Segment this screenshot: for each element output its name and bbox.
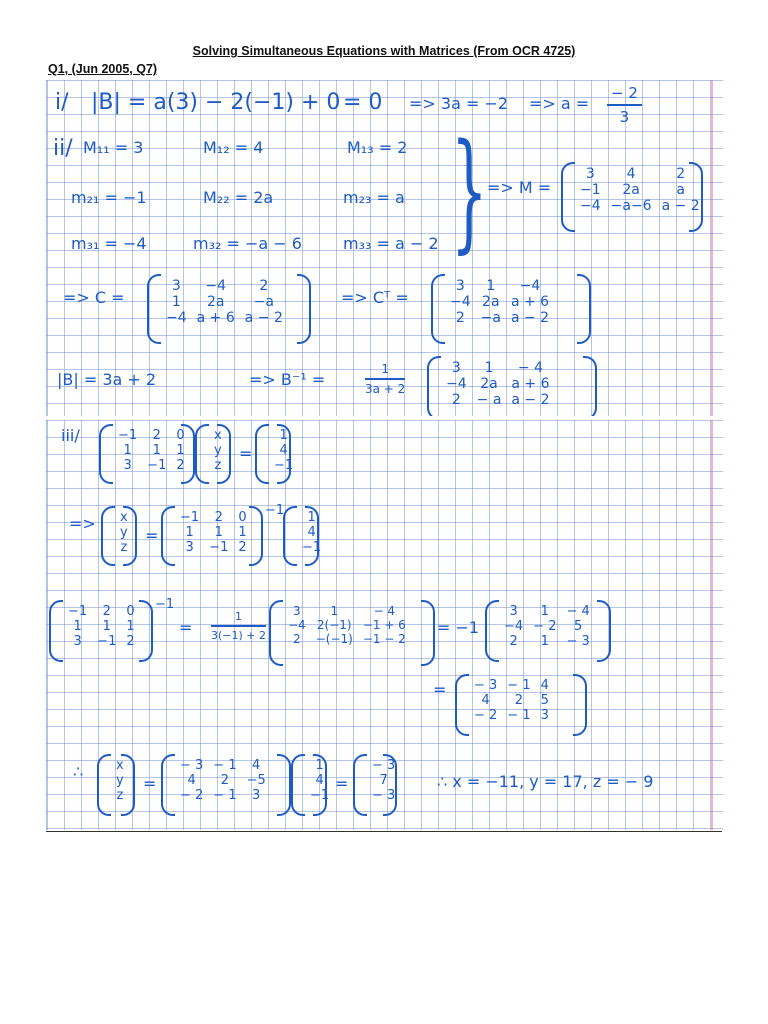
minors-brace: } <box>451 117 488 266</box>
bottom-rule <box>46 831 722 832</box>
part-i-fraction-denominator: 3 <box>619 108 630 126</box>
binv-cell: − a <box>476 392 502 408</box>
part-i-determinant: |B| = a(3) − 2(−1) + 0 <box>91 90 341 115</box>
bracket-right <box>181 424 195 484</box>
ct-cell: 2 <box>455 310 465 326</box>
coef-cell: −1 <box>147 458 167 473</box>
coef-cell: −1 <box>68 604 88 619</box>
m-cell: a − 2 <box>661 198 700 214</box>
coef-cells <box>63 604 140 649</box>
simp-cell: − 4 <box>566 604 590 619</box>
coef-cell: 3 <box>185 540 194 555</box>
matrix-binv-cells <box>441 360 555 408</box>
bracket-right <box>313 754 327 816</box>
c-cell: −4 <box>205 278 227 294</box>
inverse-fraction <box>211 610 266 642</box>
c-cell: 2a <box>206 294 225 310</box>
bracket-left <box>269 600 283 666</box>
ct-cell: −4 <box>450 294 471 310</box>
bracket-left <box>255 424 269 484</box>
rhs-cell: 4 <box>307 525 316 540</box>
m-cell: 2 <box>676 166 686 182</box>
binv-cell: 3 <box>451 360 461 376</box>
simp-cell: − 3 <box>566 634 590 649</box>
bracket-right <box>383 754 397 816</box>
coef-cell: −1 <box>209 540 229 555</box>
part-i-fraction-numerator: − 2 <box>607 84 642 106</box>
coef-cell: 1 <box>176 443 185 458</box>
binv-fraction <box>365 362 405 396</box>
bracket-left <box>431 274 445 344</box>
equals-sign: = <box>179 618 193 637</box>
inverse-fraction-numerator: 1 <box>211 610 266 627</box>
matrix-c-cells <box>161 278 288 326</box>
inv-cells <box>469 678 554 723</box>
implies-arrow: => <box>69 514 96 533</box>
sub-cell: 3 <box>293 604 301 618</box>
product-cell: 3 <box>252 788 261 803</box>
inv-cell: − 3 <box>474 678 498 693</box>
part-i-label: i/ <box>55 90 69 115</box>
inv-cell: 4 <box>481 693 490 708</box>
coefficient-matrix-2 <box>161 506 263 566</box>
rhs-vector-2 <box>283 506 322 566</box>
inv-cell: − 1 <box>507 678 531 693</box>
rhs-cell: −1 <box>274 458 294 473</box>
final-answer: ∴ x = −11, y = 17, z = − 9 <box>437 772 654 791</box>
m-cell: −4 <box>580 198 601 214</box>
minor-m33: m₃₃ = a − 2 <box>343 234 439 253</box>
xyz-cell: x <box>116 758 124 773</box>
rhs-cell: −1 <box>310 788 330 803</box>
ct-prefix: => Cᵀ = <box>341 288 409 307</box>
sub-cells <box>283 604 411 646</box>
ct-cell: −a <box>480 310 501 326</box>
xyz-cell: x <box>120 510 128 525</box>
bracket-left <box>283 506 297 566</box>
worksheet-panel-2 <box>46 420 723 830</box>
equals-sign: = <box>145 526 159 545</box>
product-cell: 2 <box>220 773 230 788</box>
xyz-cell: y <box>120 525 128 540</box>
xyz-cell: y <box>116 773 124 788</box>
document-title: Solving Simultaneous Equations with Matrices (From OCR 4725) <box>192 44 576 58</box>
sub-cell: −(−1) <box>315 632 353 646</box>
minor-m23: m₂₃ = a <box>343 188 405 207</box>
inverse-superscript: −1 <box>155 597 175 612</box>
matrix-c <box>147 274 311 344</box>
bracket-left <box>195 424 209 484</box>
c-prefix: => C = <box>63 288 125 307</box>
coef-cell: 1 <box>238 525 247 540</box>
simp-cell: 5 <box>573 619 583 634</box>
xyz-cell: z <box>214 458 222 473</box>
binv-cell: − 4 <box>517 360 544 376</box>
equals-sign: = <box>143 774 157 793</box>
m-prefix: => M = <box>487 178 552 197</box>
ct-cell: −4 <box>519 278 541 294</box>
binv-cell: 2 <box>451 392 461 408</box>
inv-cell: 4 <box>540 678 549 693</box>
therefore-symbol: ∴ <box>73 762 84 781</box>
inverse-superscript: −1 <box>265 503 285 518</box>
equals-sign: = <box>335 774 349 793</box>
coef-cells <box>113 428 190 473</box>
part-iii-label: iii/ <box>61 426 80 445</box>
part-i-step-1: => 3a = −2 <box>409 94 509 113</box>
inv-cell: − 1 <box>507 708 531 723</box>
bracket-left <box>561 162 575 232</box>
sub-cell: 2(−1) <box>316 618 352 632</box>
rhs-cell: 1 <box>279 428 288 443</box>
inv-cell: 5 <box>540 693 549 708</box>
bracket-left <box>161 506 175 566</box>
bracket-left <box>101 506 115 566</box>
bracket-right <box>597 600 611 662</box>
binv-cell: −4 <box>446 376 467 392</box>
rhs-cell: −1 <box>302 540 322 555</box>
rhs-vector-final <box>291 754 330 816</box>
c-cell: a + 6 <box>196 310 235 326</box>
inv-cell: 3 <box>540 708 549 723</box>
c-cell: a − 2 <box>244 310 283 326</box>
m-cell: a <box>676 182 685 198</box>
sub-cell: 1 <box>330 604 339 618</box>
part-ii-determinant: |B| = 3a + 2 <box>57 370 157 389</box>
bracket-right <box>139 600 153 662</box>
coef-cell: −1 <box>118 428 138 443</box>
product-matrix <box>161 754 291 816</box>
bracket-right <box>217 424 231 484</box>
bracket-left <box>147 274 161 344</box>
binv-cell: 2a <box>480 376 498 392</box>
inverse-matrix <box>455 674 587 736</box>
inv-cell: − 2 <box>474 708 498 723</box>
minor-m12: M₁₂ = 4 <box>203 138 264 157</box>
coef-cell: 1 <box>152 443 161 458</box>
bracket-right <box>583 356 597 416</box>
binv-cell: 1 <box>484 360 494 376</box>
coefficient-matrix-3 <box>49 600 153 662</box>
product-cell: − 3 <box>180 758 204 773</box>
xyz-cell: z <box>120 540 128 555</box>
part-i-step-2: => a = <box>529 94 590 113</box>
part-i-equals-zero: = 0 <box>343 90 383 115</box>
bracket-left <box>485 600 499 662</box>
rhs-cell: 4 <box>279 443 288 458</box>
coef-cell: 1 <box>126 619 135 634</box>
rhs-vector <box>255 424 294 484</box>
c-cell: 2 <box>259 278 269 294</box>
sub-cell: −1 − 2 <box>362 632 406 646</box>
simp-cell: 2 <box>509 634 518 649</box>
c-cell: 1 <box>171 294 181 310</box>
coef-cell: 3 <box>73 634 82 649</box>
neg-one-factor: = −1 <box>437 618 480 637</box>
bracket-left <box>455 674 469 736</box>
m-cell: 2a <box>622 182 640 198</box>
coef-cell: 1 <box>73 619 82 634</box>
bracket-left <box>161 754 175 816</box>
product-cell: −5 <box>246 773 266 788</box>
bracket-left <box>427 356 441 416</box>
binv-fraction-numerator: 1 <box>365 362 405 380</box>
binv-cell: a + 6 <box>511 376 550 392</box>
coef-cell: 2 <box>176 458 185 473</box>
product-cell: 4 <box>187 773 196 788</box>
m-cell: 3 <box>585 166 595 182</box>
rhs-cell: 1 <box>307 510 316 525</box>
coef-cell: 2 <box>126 634 135 649</box>
bracket-right <box>421 600 435 666</box>
coef-cells <box>175 510 252 555</box>
bracket-right <box>577 274 591 344</box>
equals-sign: = <box>433 680 447 699</box>
xyz-vector <box>195 424 231 484</box>
part-i-fraction <box>607 84 642 126</box>
bracket-right <box>573 674 587 736</box>
sub-cell: −4 <box>288 618 306 632</box>
xyz-cell: z <box>116 788 124 803</box>
minor-m11: M₁₁ = 3 <box>83 138 144 157</box>
matrix-c-transpose <box>431 274 591 344</box>
c-cell: 3 <box>171 278 181 294</box>
equals-sign: = <box>239 444 253 463</box>
bracket-right <box>277 424 291 484</box>
sub-cell: 2 <box>293 632 301 646</box>
coef-cell: 0 <box>238 510 247 525</box>
substituted-matrix <box>269 600 435 666</box>
c-cell: −4 <box>166 310 187 326</box>
simp-cell: 3 <box>509 604 518 619</box>
rhs-cell: 4 <box>315 773 324 788</box>
part-ii-label: ii/ <box>53 136 73 161</box>
coef-cell: 3 <box>123 458 132 473</box>
coefficient-matrix <box>99 424 195 484</box>
coef-cell: 0 <box>126 604 135 619</box>
product-cell: 4 <box>252 758 261 773</box>
coef-cell: 1 <box>102 619 111 634</box>
matrix-m-cells <box>575 166 705 214</box>
m-cell: 4 <box>626 166 636 182</box>
simplified-matrix <box>485 600 611 662</box>
matrix-b-inverse <box>427 356 597 416</box>
matrix-ct-cells <box>445 278 554 326</box>
xyz-cell: x <box>214 428 222 443</box>
minor-m22: M₂₂ = 2a <box>203 188 274 207</box>
product-cell: − 1 <box>213 758 237 773</box>
sub-cell: − 4 <box>373 604 396 618</box>
simp-cell: −4 <box>504 619 524 634</box>
inverse-fraction-denominator: 3(−1) + 2 <box>211 629 267 642</box>
ct-cell: a − 2 <box>510 310 550 326</box>
coef-cell: 0 <box>176 428 185 443</box>
result-cell: − 3 <box>372 788 396 803</box>
xyz-cell: y <box>214 443 222 458</box>
m-cell: −a−6 <box>610 198 652 214</box>
bracket-left <box>353 754 367 816</box>
coef-cell: 2 <box>238 540 247 555</box>
coef-cell: 2 <box>214 510 223 525</box>
result-cell: − 3 <box>372 758 396 773</box>
minor-m13: M₁₃ = 2 <box>347 138 408 157</box>
result-vector <box>353 754 397 816</box>
simp-cell: 1 <box>540 634 549 649</box>
bracket-right <box>121 754 135 816</box>
matrix-m <box>561 162 703 232</box>
xyz-vector-final <box>97 754 135 816</box>
binv-fraction-denominator: 3a + 2 <box>365 382 406 396</box>
question-label: Q1, (Jun 2005, Q7) <box>48 62 158 76</box>
simp-cell: 1 <box>540 604 549 619</box>
ct-cell: 1 <box>486 278 496 294</box>
c-cell: −a <box>253 294 274 310</box>
bracket-left <box>291 754 305 816</box>
coef-cell: 1 <box>214 525 223 540</box>
coef-cell: 2 <box>152 428 161 443</box>
minor-m32: m₃₂ = −a − 6 <box>193 234 302 253</box>
bracket-left <box>49 600 63 662</box>
sub-cell: −1 + 6 <box>362 618 406 632</box>
minor-m31: m₃₁ = −4 <box>71 234 147 253</box>
product-cell: − 1 <box>213 788 237 803</box>
bracket-left <box>97 754 111 816</box>
coef-cell: 2 <box>102 604 111 619</box>
bracket-right <box>305 506 319 566</box>
bracket-right <box>123 506 137 566</box>
rhs-cell: 1 <box>315 758 324 773</box>
coef-cell: 1 <box>185 525 194 540</box>
worksheet-panel-1 <box>46 80 723 416</box>
ct-cell: 3 <box>455 278 465 294</box>
bracket-right <box>297 274 311 344</box>
coef-cell: −1 <box>97 634 117 649</box>
ct-cell: a + 6 <box>510 294 550 310</box>
bracket-right <box>249 506 263 566</box>
simp-cell: − 2 <box>533 619 557 634</box>
coef-cell: −1 <box>180 510 200 525</box>
result-cell: 7 <box>379 773 388 788</box>
bracket-right <box>689 162 703 232</box>
minor-m21: m₂₁ = −1 <box>71 188 147 207</box>
bracket-right <box>277 754 291 816</box>
binv-cell: a − 2 <box>511 392 550 408</box>
product-cell: − 2 <box>180 788 204 803</box>
bracket-left <box>99 424 113 484</box>
coef-cell: 1 <box>123 443 132 458</box>
m-cell: −1 <box>580 182 601 198</box>
ct-cell: 2a <box>482 294 500 310</box>
simp-cells <box>499 604 595 649</box>
xyz-vector-2 <box>101 506 137 566</box>
binv-prefix: => B⁻¹ = <box>249 370 326 389</box>
inv-cell: 2 <box>514 693 524 708</box>
product-cells <box>175 758 271 803</box>
